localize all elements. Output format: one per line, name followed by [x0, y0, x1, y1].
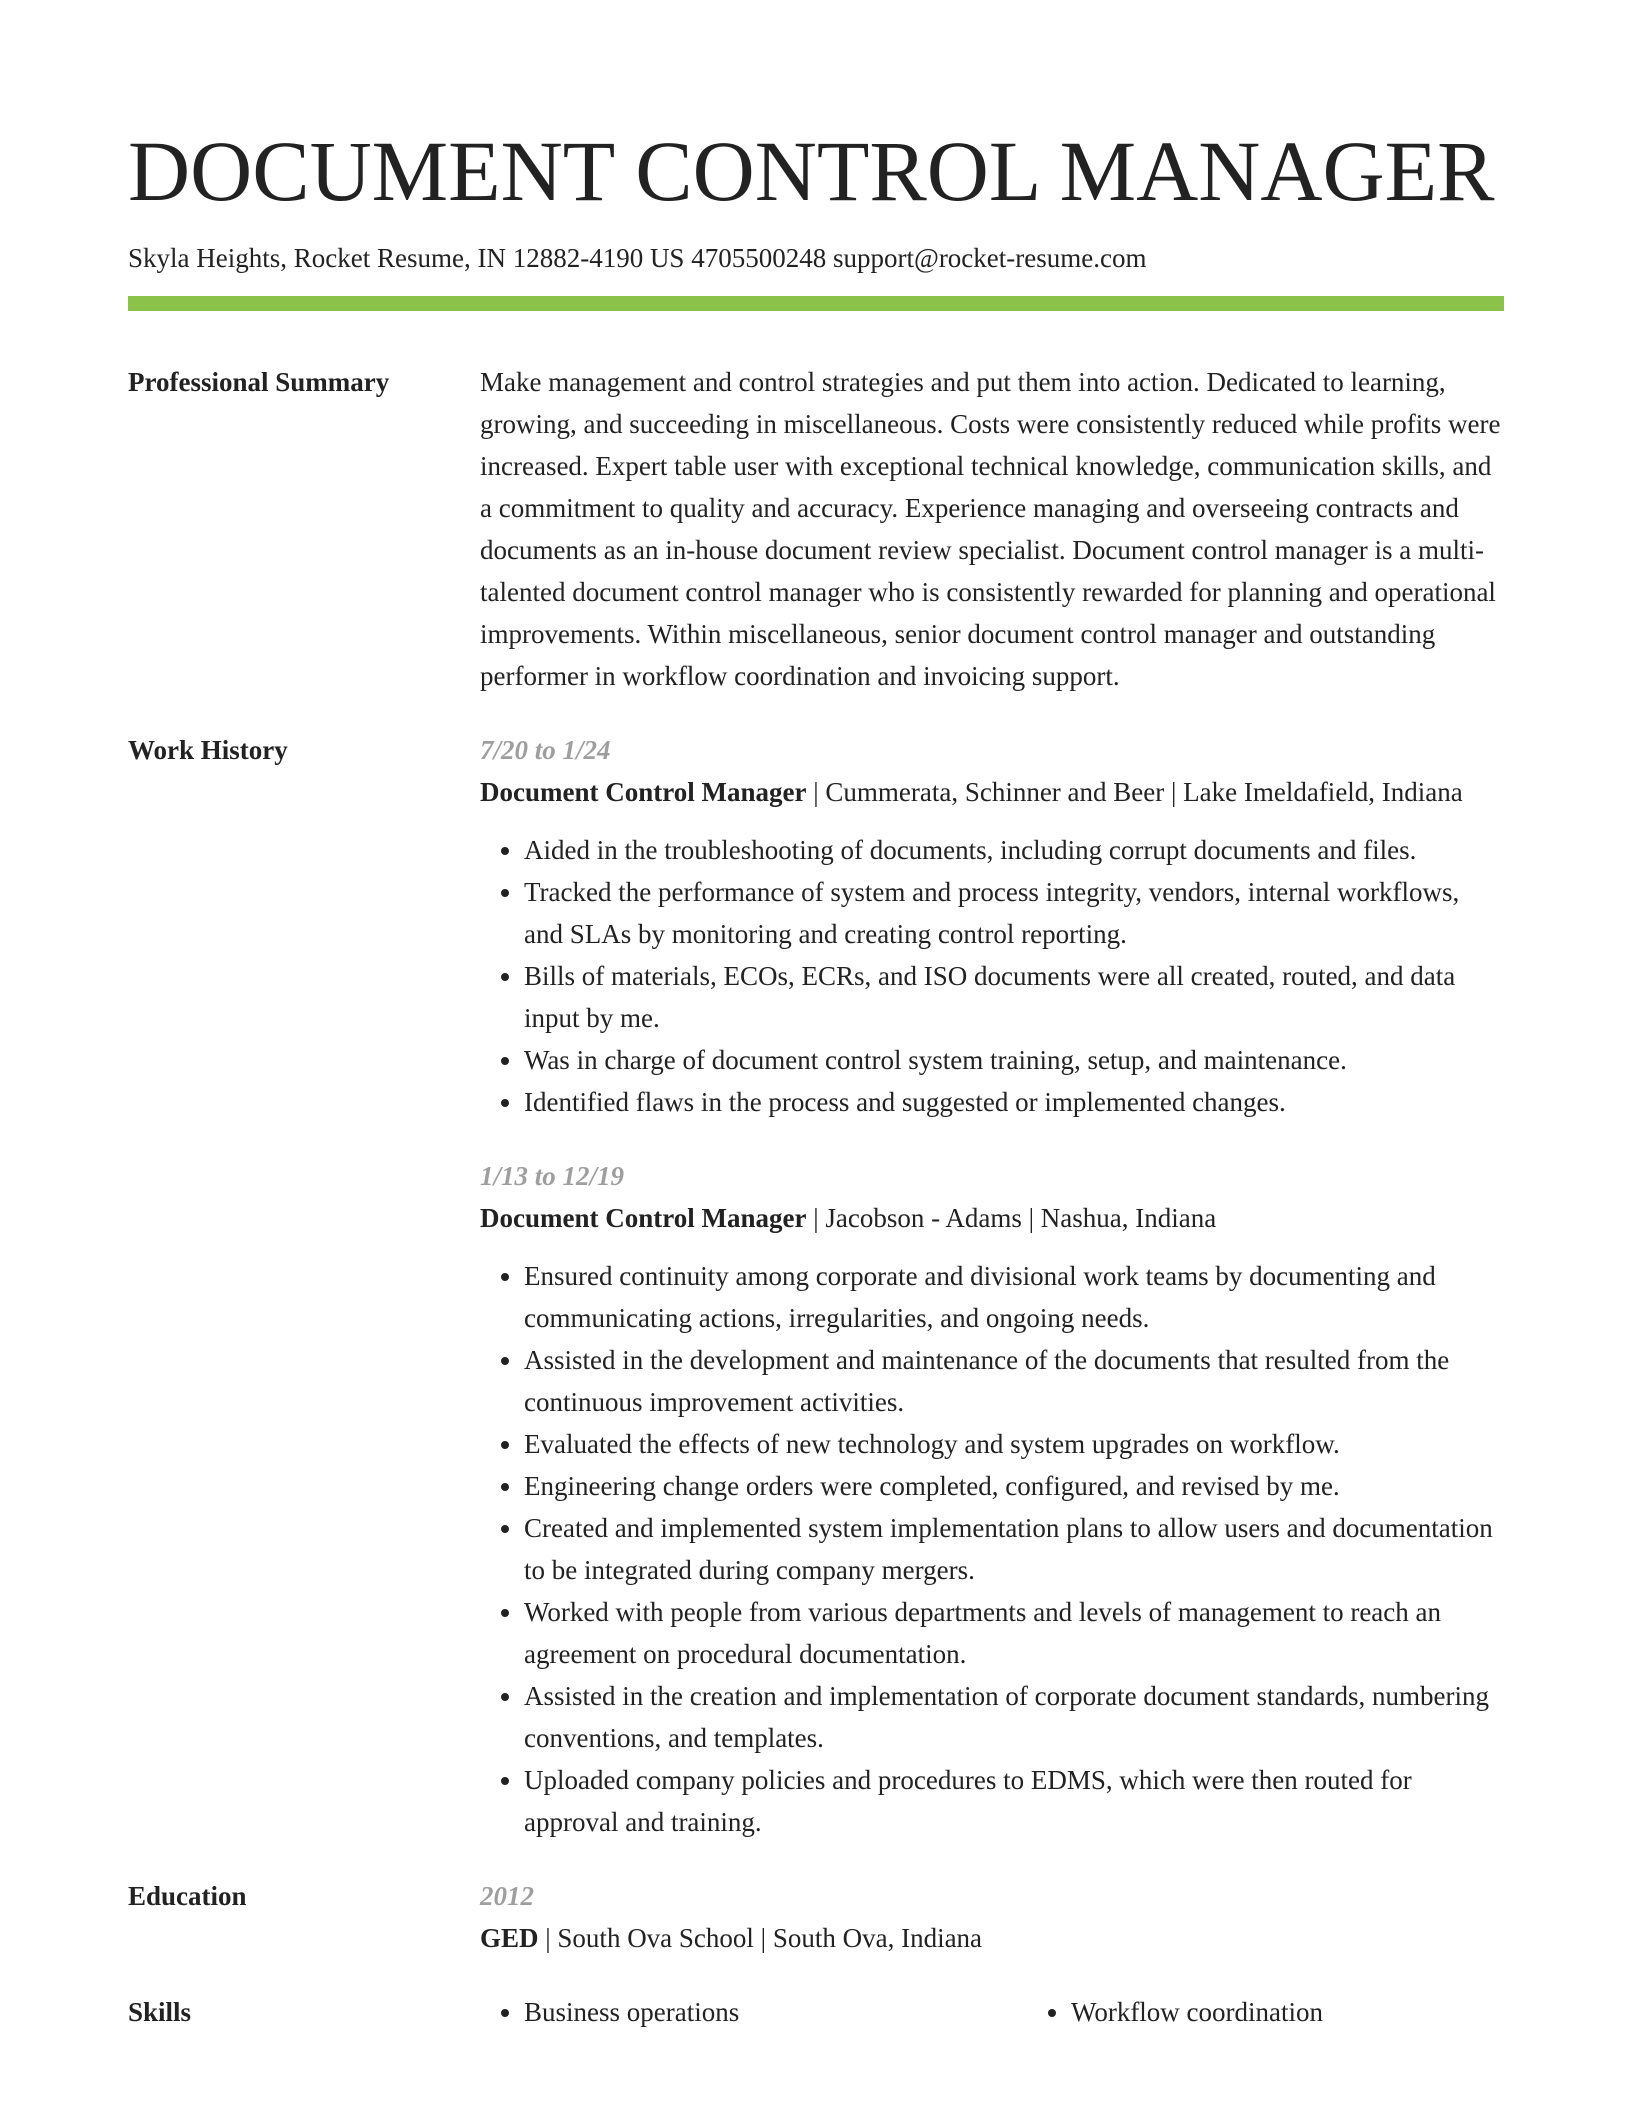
skills-grid	[480, 1991, 1574, 2033]
job-details: | Cummerata, Schinner and Beer | Lake Imeldafield, Indiana	[806, 777, 1463, 807]
skills-heading: Skills	[128, 1997, 192, 2027]
summary-section	[128, 361, 1504, 697]
job-bullet: • Uploaded company policies and procedures to EDMS, which were then routed for approval and training.	[524, 1759, 1504, 1843]
job-bullet: • Assisted in the development and maintenance of the documents that resulted from the continuous improvement activities.	[524, 1339, 1504, 1423]
job-bullet: • Evaluated the effects of new technology and system upgrades on workflow.	[524, 1423, 1504, 1465]
education-entry	[480, 1875, 1504, 1959]
skill-item: • Business operations	[524, 1991, 1027, 2033]
job-dates: 7/20 to 1/24	[480, 735, 611, 765]
job-bullet: • Ensured continuity among corporate and divisional work teams by documenting and communicating actions, irregularities, and ongoing needs.	[524, 1255, 1504, 1339]
skills-section	[128, 1991, 1504, 2033]
job-title: Document Control Manager	[480, 1203, 807, 1233]
job-title: Document Control Manager	[480, 777, 807, 807]
job-entry	[480, 729, 1504, 1123]
education-year: 2012	[480, 1881, 534, 1911]
education-details: | South Ova School | South Ova, Indiana	[538, 1923, 983, 1953]
job-details: | Jacobson - Adams | Nashua, Indiana	[806, 1203, 1217, 1233]
skills-column	[1027, 1991, 1574, 2033]
job-line	[480, 1197, 1504, 1239]
education-heading: Education	[128, 1881, 247, 1911]
resume-title: DOCUMENT CONTROL MANAGER	[128, 123, 1495, 219]
job-bullet: • Aided in the troubleshooting of documents, including corrupt documents and files.	[524, 829, 1504, 871]
job-bullet: • Identified flaws in the process and suggested or implemented changes.	[524, 1081, 1504, 1123]
skill-item: • Workflow coordination	[1071, 1991, 1574, 2033]
summary-text: Make management and control strategies and put them into action. Dedicated to learning, growing, and succeeding in miscellaneous. Costs were consistently reduced while profits were increased. Expert table user with exceptional technical knowledge, communication skills, and a commitment to quality and accuracy. Experience managing and overseeing contracts and documents as an in-house document review specialist. Document control manager is a multi-talented document control manager who is consistently rewarded for planning and operational improvements. Within miscellaneous, senior document control manager and outstanding performer in workflow coordination and invoicing support.	[480, 367, 1501, 691]
work-history-heading: Work History	[128, 735, 288, 765]
work-history-section	[128, 729, 1504, 1843]
accent-divider	[128, 296, 1504, 311]
job-dates: 1/13 to 12/19	[480, 1161, 625, 1191]
skills-column	[480, 1991, 1027, 2033]
job-bullet: • Tracked the performance of system and process integrity, vendors, internal workflows, and SLAs by monitoring and creating control reporting.	[524, 871, 1504, 955]
contact-line: Skyla Heights, Rocket Resume, IN 12882-4190 US 4705500248 support@rocket-resume.com	[128, 243, 1147, 273]
job-bullet: • Was in charge of document control system training, setup, and maintenance.	[524, 1039, 1504, 1081]
job-entry	[480, 1155, 1504, 1843]
job-bullet: • Assisted in the creation and implementation of corporate document standards, numbering conventions, and templates.	[524, 1675, 1504, 1759]
resume-page	[128, 0, 1504, 2033]
education-degree: GED	[480, 1923, 539, 1953]
job-bullets	[480, 1255, 1504, 1843]
job-bullet: • Bills of materials, ECOs, ECRs, and ISO documents were all created, routed, and data input by me.	[524, 955, 1504, 1039]
work-history-list	[480, 729, 1504, 1843]
education-section	[128, 1875, 1504, 1959]
job-bullet: • Engineering change orders were completed, configured, and revised by me.	[524, 1465, 1504, 1507]
summary-heading: Professional Summary	[128, 367, 390, 397]
job-line	[480, 771, 1504, 813]
job-bullet: • Created and implemented system implementation plans to allow users and documentation to be integrated during company mergers.	[524, 1507, 1504, 1591]
education-line	[480, 1917, 1504, 1959]
job-bullet: • Worked with people from various departments and levels of management to reach an agreement on procedural documentation.	[524, 1591, 1504, 1675]
job-bullets	[480, 829, 1504, 1123]
